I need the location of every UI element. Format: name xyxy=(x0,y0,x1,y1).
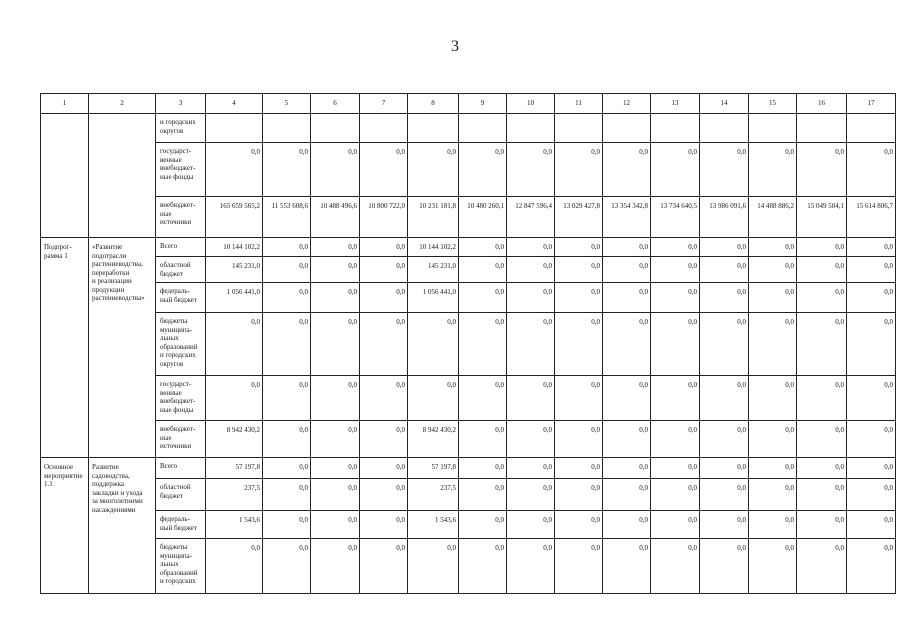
value-cell: 0,0 xyxy=(603,143,651,197)
value-cell: 13 734 640,5 xyxy=(651,197,700,238)
value-cell: 0,0 xyxy=(651,539,700,594)
value-cell xyxy=(459,114,507,143)
value-cell: 0,0 xyxy=(651,257,700,283)
table-body xyxy=(41,114,896,594)
value-cell xyxy=(507,114,555,143)
funding-source-cell: Всего xyxy=(156,238,206,257)
value-cell: 0,0 xyxy=(603,313,651,376)
value-cell: 0,0 xyxy=(263,376,311,421)
value-cell: 0,0 xyxy=(847,283,896,313)
value-cell: 0,0 xyxy=(507,283,555,313)
value-cell: 0,0 xyxy=(263,479,311,511)
value-cell: 0,0 xyxy=(700,238,749,257)
funding-source-cell: внебюджет- ные источники xyxy=(156,421,206,458)
column-number-header: 12 xyxy=(603,94,651,114)
value-cell: 0,0 xyxy=(749,539,797,594)
value-cell: 0,0 xyxy=(555,143,603,197)
value-cell: 0,0 xyxy=(311,458,360,479)
table-row xyxy=(41,376,896,421)
value-cell xyxy=(360,114,408,143)
value-cell: 0,0 xyxy=(263,238,311,257)
value-cell: 0,0 xyxy=(459,238,507,257)
value-cell: 0,0 xyxy=(507,511,555,539)
value-cell xyxy=(749,114,797,143)
value-cell: 0,0 xyxy=(507,539,555,594)
value-cell xyxy=(603,114,651,143)
value-cell: 0,0 xyxy=(263,313,311,376)
column-number-header: 11 xyxy=(555,94,603,114)
value-cell xyxy=(651,114,700,143)
value-cell: 0,0 xyxy=(360,511,408,539)
value-cell: 0,0 xyxy=(651,421,700,458)
value-cell: 0,0 xyxy=(749,283,797,313)
value-cell: 0,0 xyxy=(206,539,263,594)
value-cell: 0,0 xyxy=(206,313,263,376)
value-cell: 0,0 xyxy=(797,283,847,313)
value-cell: 1 056 441,0 xyxy=(206,283,263,313)
table-row xyxy=(41,197,896,238)
value-cell: 0,0 xyxy=(459,539,507,594)
value-cell: 0,0 xyxy=(507,458,555,479)
value-cell: 0,0 xyxy=(749,238,797,257)
value-cell: 0,0 xyxy=(700,257,749,283)
value-cell: 0,0 xyxy=(507,313,555,376)
value-cell: 0,0 xyxy=(459,257,507,283)
value-cell: 0,0 xyxy=(555,283,603,313)
value-cell: 0,0 xyxy=(700,539,749,594)
value-cell: 0,0 xyxy=(749,479,797,511)
value-cell: 0,0 xyxy=(507,421,555,458)
table-row xyxy=(41,313,896,376)
value-cell: 0,0 xyxy=(263,257,311,283)
value-cell: 0,0 xyxy=(555,479,603,511)
value-cell: 15 614 806,7 xyxy=(847,197,896,238)
value-cell: 0,0 xyxy=(360,257,408,283)
value-cell: 0,0 xyxy=(360,376,408,421)
value-cell: 0,0 xyxy=(206,143,263,197)
value-cell: 0,0 xyxy=(700,511,749,539)
value-cell: 0,0 xyxy=(555,313,603,376)
value-cell: 0,0 xyxy=(847,313,896,376)
value-cell: 0,0 xyxy=(459,313,507,376)
value-cell: 0,0 xyxy=(797,257,847,283)
value-cell: 237,5 xyxy=(408,479,459,511)
value-cell: 13 029 427,8 xyxy=(555,197,603,238)
value-cell: 0,0 xyxy=(311,421,360,458)
value-cell: 0,0 xyxy=(507,238,555,257)
table-row xyxy=(41,143,896,197)
value-cell: 0,0 xyxy=(459,143,507,197)
value-cell: 0,0 xyxy=(603,458,651,479)
value-cell: 0,0 xyxy=(360,458,408,479)
value-cell: 0,0 xyxy=(797,458,847,479)
column-number-header: 14 xyxy=(700,94,749,114)
value-cell: 10 488 496,6 xyxy=(311,197,360,238)
value-cell: 237,5 xyxy=(206,479,263,511)
value-cell: 0,0 xyxy=(507,257,555,283)
value-cell xyxy=(797,114,847,143)
value-cell: 0,0 xyxy=(263,511,311,539)
value-cell: 1 543,6 xyxy=(206,511,263,539)
value-cell: 0,0 xyxy=(311,479,360,511)
value-cell: 0,0 xyxy=(555,458,603,479)
value-cell: 0,0 xyxy=(459,283,507,313)
value-cell: 0,0 xyxy=(603,257,651,283)
value-cell: 0,0 xyxy=(700,283,749,313)
value-cell: 0,0 xyxy=(603,539,651,594)
value-cell: 0,0 xyxy=(555,376,603,421)
value-cell: 10 480 260,1 xyxy=(459,197,507,238)
value-cell xyxy=(311,114,360,143)
program-cell: Подпрог- рамма 1 xyxy=(41,238,89,458)
value-cell: 0,0 xyxy=(651,376,700,421)
value-cell: 0,0 xyxy=(749,376,797,421)
value-cell: 0,0 xyxy=(847,257,896,283)
value-cell: 145 231,0 xyxy=(408,257,459,283)
column-number-header: 15 xyxy=(749,94,797,114)
value-cell: 0,0 xyxy=(749,313,797,376)
header-row xyxy=(41,94,896,114)
value-cell: 0,0 xyxy=(459,376,507,421)
column-number-header: 7 xyxy=(360,94,408,114)
value-cell: 0,0 xyxy=(408,376,459,421)
value-cell: 0,0 xyxy=(700,313,749,376)
value-cell: 0,0 xyxy=(749,143,797,197)
value-cell: 0,0 xyxy=(507,376,555,421)
value-cell: 0,0 xyxy=(360,421,408,458)
funding-source-cell: государст- венные внебюджет- ные фонды xyxy=(156,143,206,197)
value-cell: 0,0 xyxy=(555,238,603,257)
value-cell: 0,0 xyxy=(651,143,700,197)
column-number-header: 6 xyxy=(311,94,360,114)
value-cell: 0,0 xyxy=(651,479,700,511)
value-cell: 0,0 xyxy=(797,511,847,539)
column-number-header: 13 xyxy=(651,94,700,114)
value-cell: 0,0 xyxy=(263,458,311,479)
value-cell: 0,0 xyxy=(206,376,263,421)
value-cell: 0,0 xyxy=(555,539,603,594)
column-number-header: 10 xyxy=(507,94,555,114)
value-cell xyxy=(263,114,311,143)
value-cell xyxy=(555,114,603,143)
column-number-header: 16 xyxy=(797,94,847,114)
value-cell: 0,0 xyxy=(603,511,651,539)
value-cell: 0,0 xyxy=(797,376,847,421)
value-cell: 0,0 xyxy=(651,313,700,376)
value-cell xyxy=(700,114,749,143)
table-row xyxy=(41,114,896,143)
funding-source-cell: внебюджет- ные источники xyxy=(156,197,206,238)
value-cell: 10 144 102,2 xyxy=(206,238,263,257)
value-cell: 0,0 xyxy=(797,479,847,511)
funding-source-cell: бюджеты муниципа- льных образований и городских округов xyxy=(156,313,206,376)
table-row xyxy=(41,511,896,539)
value-cell: 0,0 xyxy=(797,143,847,197)
value-cell: 8 942 430,2 xyxy=(206,421,263,458)
column-number-header: 4 xyxy=(206,94,263,114)
value-cell: 14 488 886,2 xyxy=(749,197,797,238)
value-cell: 0,0 xyxy=(651,458,700,479)
value-cell: 145 231,0 xyxy=(206,257,263,283)
value-cell: 0,0 xyxy=(555,511,603,539)
value-cell: 0,0 xyxy=(360,143,408,197)
value-cell: 0,0 xyxy=(847,143,896,197)
value-cell: 1 543,6 xyxy=(408,511,459,539)
value-cell: 0,0 xyxy=(408,539,459,594)
page-number: 3 xyxy=(451,38,459,55)
budget-table xyxy=(40,93,896,594)
value-cell: 0,0 xyxy=(311,511,360,539)
value-cell xyxy=(408,114,459,143)
value-cell: 0,0 xyxy=(847,511,896,539)
value-cell: 0,0 xyxy=(651,283,700,313)
column-number-header: 9 xyxy=(459,94,507,114)
value-cell: 57 197,8 xyxy=(206,458,263,479)
value-cell: 0,0 xyxy=(603,283,651,313)
funding-source-cell: Всего xyxy=(156,458,206,479)
value-cell: 0,0 xyxy=(555,421,603,458)
value-cell: 0,0 xyxy=(700,143,749,197)
value-cell: 0,0 xyxy=(797,421,847,458)
column-number-header: 2 xyxy=(89,94,156,114)
value-cell: 13 986 091,6 xyxy=(700,197,749,238)
value-cell xyxy=(206,114,263,143)
table-row xyxy=(41,257,896,283)
program-description-cell xyxy=(89,114,156,238)
value-cell: 0,0 xyxy=(263,143,311,197)
value-cell: 0,0 xyxy=(311,283,360,313)
column-number-header: 5 xyxy=(263,94,311,114)
value-cell: 0,0 xyxy=(749,257,797,283)
value-cell: 0,0 xyxy=(311,238,360,257)
value-cell: 0,0 xyxy=(700,421,749,458)
value-cell: 0,0 xyxy=(360,539,408,594)
funding-source-cell: областной бюджет xyxy=(156,479,206,511)
value-cell: 57 197,8 xyxy=(408,458,459,479)
funding-source-cell: областной бюджет xyxy=(156,257,206,283)
value-cell: 12 847 596,4 xyxy=(507,197,555,238)
table-row xyxy=(41,539,896,594)
table-row xyxy=(41,421,896,458)
value-cell: 0,0 xyxy=(847,421,896,458)
value-cell: 11 553 608,6 xyxy=(263,197,311,238)
value-cell: 0,0 xyxy=(507,479,555,511)
value-cell: 0,0 xyxy=(459,458,507,479)
table-row xyxy=(41,283,896,313)
value-cell: 0,0 xyxy=(408,143,459,197)
value-cell: 0,0 xyxy=(311,257,360,283)
column-number-header: 3 xyxy=(156,94,206,114)
value-cell: 0,0 xyxy=(459,479,507,511)
value-cell: 0,0 xyxy=(700,376,749,421)
value-cell: 0,0 xyxy=(311,376,360,421)
table-row xyxy=(41,238,896,257)
value-cell: 0,0 xyxy=(651,511,700,539)
value-cell: 10 800 722,0 xyxy=(360,197,408,238)
value-cell: 0,0 xyxy=(263,283,311,313)
program-description-cell: Развитие садоводства, поддержка закладки и ухода за многолетними насаждениями xyxy=(89,458,156,594)
value-cell: 0,0 xyxy=(749,511,797,539)
funding-source-cell: и городских округов xyxy=(156,114,206,143)
column-number-header: 8 xyxy=(408,94,459,114)
value-cell: 0,0 xyxy=(797,313,847,376)
value-cell: 0,0 xyxy=(603,238,651,257)
value-cell: 0,0 xyxy=(459,421,507,458)
value-cell: 0,0 xyxy=(651,238,700,257)
value-cell: 0,0 xyxy=(360,479,408,511)
value-cell: 15 049 504,1 xyxy=(797,197,847,238)
value-cell: 0,0 xyxy=(603,421,651,458)
value-cell: 165 659 565,2 xyxy=(206,197,263,238)
program-description-cell: «Развитие подотрасли растениеводства, переработки и реализации продукции растениеводства» xyxy=(89,238,156,458)
value-cell: 0,0 xyxy=(408,313,459,376)
value-cell: 0,0 xyxy=(311,313,360,376)
funding-source-cell: федераль- ный бюджет xyxy=(156,283,206,313)
value-cell: 0,0 xyxy=(847,238,896,257)
funding-source-cell: федераль- ный бюджет xyxy=(156,511,206,539)
value-cell: 0,0 xyxy=(360,238,408,257)
value-cell: 0,0 xyxy=(311,539,360,594)
funding-source-cell: бюджеты муниципа- льных образований и городских xyxy=(156,539,206,594)
column-number-header: 17 xyxy=(847,94,896,114)
value-cell: 0,0 xyxy=(263,539,311,594)
value-cell: 0,0 xyxy=(555,257,603,283)
value-cell: 0,0 xyxy=(797,238,847,257)
table-row xyxy=(41,458,896,479)
program-cell xyxy=(41,114,89,238)
value-cell: 0,0 xyxy=(507,143,555,197)
value-cell: 10 231 181,8 xyxy=(408,197,459,238)
value-cell: 1 056 441,0 xyxy=(408,283,459,313)
value-cell: 0,0 xyxy=(847,479,896,511)
value-cell: 0,0 xyxy=(603,479,651,511)
value-cell: 13 354 342,8 xyxy=(603,197,651,238)
value-cell: 0,0 xyxy=(311,143,360,197)
table-row xyxy=(41,479,896,511)
program-cell: Основное мероприятие 1.1 xyxy=(41,458,89,594)
value-cell: 8 942 430,2 xyxy=(408,421,459,458)
value-cell: 0,0 xyxy=(847,458,896,479)
value-cell: 0,0 xyxy=(700,479,749,511)
value-cell: 0,0 xyxy=(360,313,408,376)
value-cell: 0,0 xyxy=(459,511,507,539)
column-number-header: 1 xyxy=(41,94,89,114)
value-cell: 10 144 102,2 xyxy=(408,238,459,257)
value-cell: 0,0 xyxy=(797,539,847,594)
value-cell: 0,0 xyxy=(749,421,797,458)
value-cell: 0,0 xyxy=(700,458,749,479)
value-cell: 0,0 xyxy=(847,539,896,594)
value-cell xyxy=(847,114,896,143)
value-cell: 0,0 xyxy=(847,376,896,421)
value-cell: 0,0 xyxy=(603,376,651,421)
value-cell: 0,0 xyxy=(749,458,797,479)
value-cell: 0,0 xyxy=(360,283,408,313)
funding-source-cell: государст- венные внебюджет- ные фонды xyxy=(156,376,206,421)
table-header xyxy=(41,94,896,114)
value-cell: 0,0 xyxy=(263,421,311,458)
